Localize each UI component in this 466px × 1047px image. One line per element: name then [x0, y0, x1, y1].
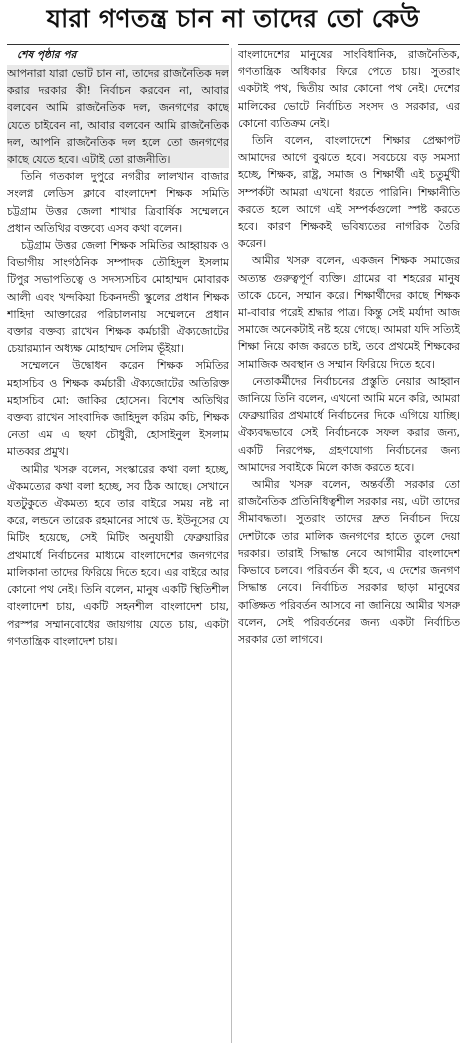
article-column-right	[238, 46, 460, 1044]
article-column-left	[7, 46, 229, 1044]
paragraph: আমীর খসরু বলেন, অন্তর্বর্তী সরকার তো রাজনৈতিক প্রতিনিধিত্বশীল সরকার নয়, এটা তাদের সীমাবদ্ধতা। সুতরাং তাদের দ্রুত নির্বাচন দিয়ে দেশটাকে তার মালিক জনগণের হাতে তুলে দেয়া দরকার। তারাই সিদ্ধান্ত নেবে আগামীর বাংলাদেশ কিভাবে চলবে। পরিবর্তন কী হবে, এ দেশের জনগণ সিদ্ধান্ত নেবে। নির্বাচিত সরকার ছাড়া মানুষের কাঙ্ক্ষিত পরিবর্তন আসবে না জানিয়ে আমীর খসরু বলেন, সেই পরিবর্তনের জন্য একটা নির্বাচিত সরকার তো লাগবে।	[238, 478, 460, 646]
paragraph: সম্মেলনে উদ্বোধন করেন শিক্ষক সমিতির মহাসচিব ও শিক্ষক কর্মচারী ঐক্যজোটের অতিরিক্ত মহাসচিব মো: জাকির হোসেন। বিশেষ অতিথির বক্তব্য রাখেন সাংবাদিক জাহিদুল করিম কচি, শিক্ষক নেতা এম এ ছফা চৌধুরী, হোসাইনুল ইসলাম মাতব্বর প্রমুখ।	[7, 359, 229, 459]
paragraph: আমীর খসরু বলেন, সংস্কারের কথা বলা হচ্ছে, ঐকমত্যের কথা বলা হচ্ছে, সব ঠিক আছে। সেখানে যতটুকুতে ঐকমত্য হবে তার বাইরে সময় নষ্ট না করে, লন্ডনে তারেক রহমানের সাথে ড. ইউনূসের যে মিটিং হয়েছে, সেই মিটিং অনুযায়ী ফেব্রুয়ারির প্রথমার্ধে নির্বাচনের মাধ্যমে বাংলাদেশের জনগণের মালিকানা তাদের ফিরিয়ে দিতে হবে। এর বাইরে আর কোনো পথ নেই। তিনি বলেন, মানুষ একটি স্থিতিশীল বাংলাদেশ চায়, একটি সহনশীল বাংলাদেশ চায়, পরস্পর সম্মানবোধের জায়গায় যেতে চায়, একটা গণতান্ত্রিক বাংলাদেশ চায়।	[7, 462, 229, 648]
column-rule-left	[7, 44, 229, 45]
headline: যারা গণতন্ত্র চান না তাদের তো কেউ	[46, 4, 420, 33]
column-rule-right	[238, 44, 460, 45]
continued-label: শেষ পৃষ্ঠার পর	[17, 49, 77, 61]
paragraph: চট্টগ্রাম উত্তর জেলা শিক্ষক সমিতির আহ্বায়ক ও বিভাগীয় সাংগঠনিক সম্পাদক তৌহিদুল ইসলাম টিপুর সভাপতিত্বে ও সদস্যসচিব মোহাম্মদ মোবারক আলী এবং খন্দকিয়া চিকনদন্ডী স্কুলের প্রধান শিক্ষক শাহিদা আক্তারের পরিচালনায় সম্মেলনে প্রধান বক্তার বক্তব্য রাখেন শিক্ষক কর্মচারী ঐক্যজোটের চেয়ারম্যান অধ্যক্ষ মোহাম্মদ সেলিম ভূঁইয়া।	[7, 239, 229, 356]
paragraph: তিনি গতকাল দুপুরে নগরীর লালখান বাজার সংলগ্ন লেডিস ক্লাবে বাংলাদেশ শিক্ষক সমিতি চট্টগ্রাম উত্তর জেলা শাখার ত্রিবার্ষিক সম্মেলনে প্রধান অতিথির বক্তব্যে এসব কথা বলেন।	[7, 170, 229, 235]
paragraph: তিনি বলেন, বাংলাদেশে শিক্ষার প্রেক্ষাপট আমাদের আগে বুঝতে হবে। সবচেয়ে বড় সমস্যা হচ্ছে, শিক্ষক, রাষ্ট্র, সমাজ ও শিক্ষার্থী এই চতুর্মুখী সম্পর্কটা আমরা এখনো ধরতে পারিনি। শিক্ষানীতি করতে হলে আগে এই সম্পর্কগুলো স্পষ্ট করতে হবে। কারণ শিক্ষকই ভবিষ্যতের নাগরিক তৈরি করেন।	[238, 134, 460, 251]
column-divider	[231, 48, 232, 1043]
paragraph: আপনারা যারা ভোট চান না, তাদের রাজনৈতিক দল করার দরকার কী! নির্বাচন করবেন না, আবার বলবেন আমি রাজনৈতিক দল, জনগণের কাছে যেতে চাইবেন না, আবার বলবেন আমি রাজনৈতিক দল, আপনি রাজনৈতিক দল হলে তো জনগণের কাছে যেতে হবে। এটাই তো রাজনীতি।	[7, 65, 229, 168]
paragraph: নেতাকর্মীদের নির্বাচনের প্রস্তুতি নেয়ার আহ্বান জানিয়ে তিনি বলেন, এখনো আমি মনে করি, আমরা ফেব্রুয়ারির প্রথমার্ধে নির্বাচনের দিকে এগিয়ে যাচ্ছি। ঐক্যবদ্ধভাবে সেই নির্বাচনকে সফল করার জন্য, একটি নিরপেক্ষ, গ্রহণযোগ্য নির্বাচনের জন্য আমাদের সবাইকে মিলে কাজ করতে হবে।	[238, 374, 460, 474]
paragraph: বাংলাদেশের মানুষের সাংবিধানিক, রাজনৈতিক, গণতান্ত্রিক অধিকার ফিরে পেতে চায়। সুতরাং একটাই পথ, দ্বিতীয় আর কোনো পথ নেই। দেশের মালিকের ভোটে নির্বাচিত সংসদ ও সরকার, এর কোনো ব্যতিক্রম নেই।	[238, 48, 460, 130]
paragraph: আমীর খসরু বলেন, একজন শিক্ষক সমাজের অত্যন্ত গুরুত্বপূর্ণ ব্যক্তি। গ্রামের বা শহরের মানুষ তাকে চেনে, সম্মান করে। শিক্ষার্থীদের কাছে শিক্ষক মা-বাবার পরেই শ্রদ্ধার পাত্র। কিন্তু সেই মর্যাদা আজ সমাজে অনেকটাই নষ্ট হয়ে গেছে। আমরা যদি সত্যিই শিক্ষা নিয়ে কাজ করতে চাই, তবে প্রথমেই শিক্ষকের সামাজিক অবস্থান ও সম্মান ফিরিয়ে দিতে হবে।	[238, 254, 460, 371]
